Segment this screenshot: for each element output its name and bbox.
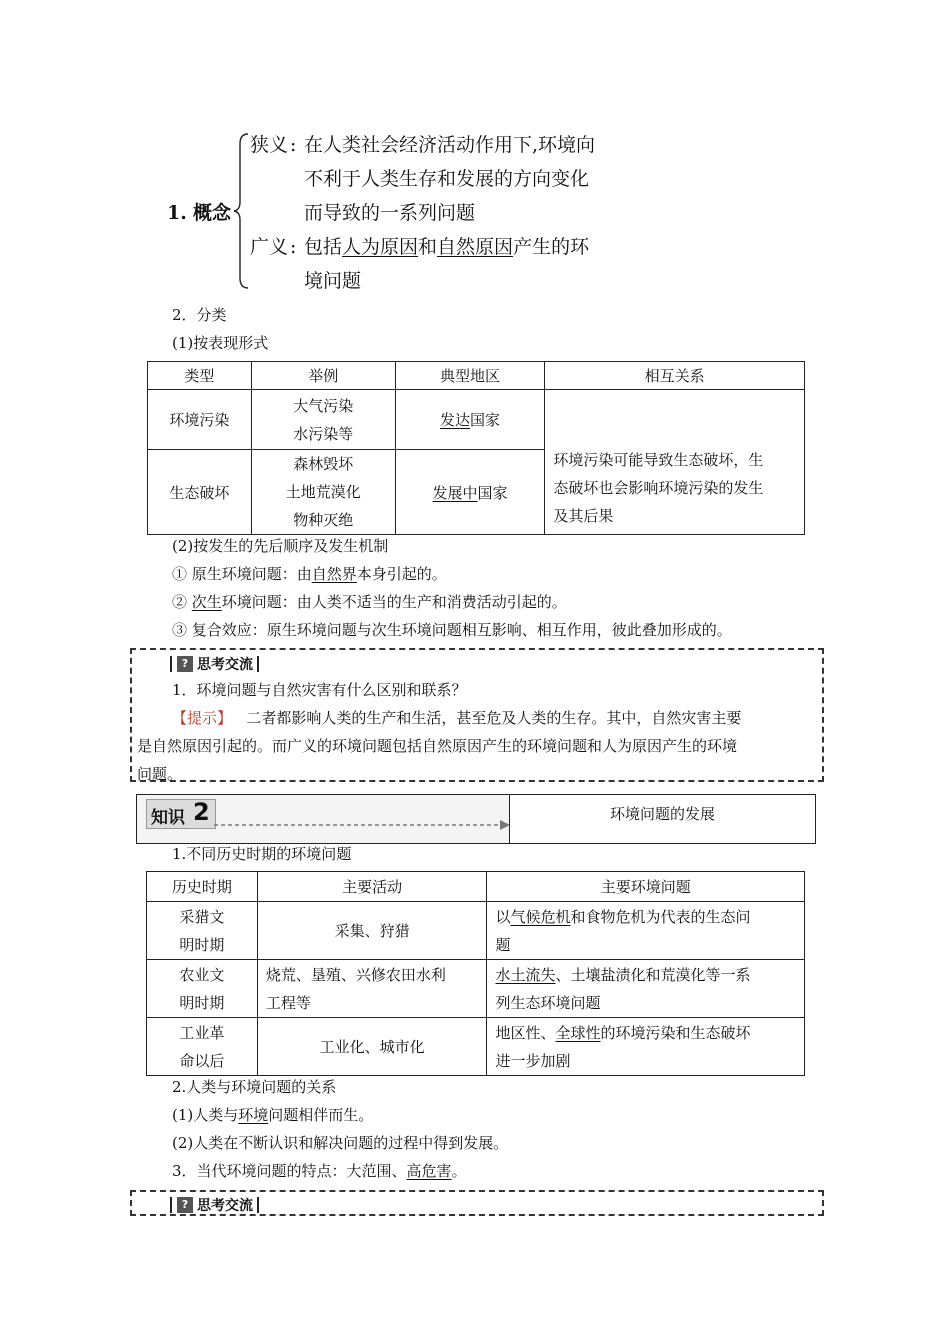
table-header: 举例 — [251, 362, 395, 390]
colon: : — [290, 134, 297, 156]
example-cell: 大气污染 水污染等 — [251, 390, 395, 450]
table-header: 相互关系 — [545, 362, 805, 390]
history-table — [146, 871, 805, 1076]
classify-heading: 2．分类 — [172, 306, 227, 324]
classify-item-1: ① 原生环境问题：由自然界本身引起的。 — [172, 565, 447, 583]
history-heading: 1.不同历史时期的环境问题 — [172, 845, 352, 863]
activity-cell: 烧荒、垦殖、兴修农田水利 工程等 — [257, 960, 487, 1018]
type-cell: 生态破坏 — [148, 450, 252, 535]
broad-line-2: 境问题 — [304, 270, 362, 292]
classify-sub1: (1)按表现形式 — [172, 334, 269, 352]
think-title-2: ? 思考交流 — [170, 1195, 260, 1215]
example-cell: 森林毁坏 土地荒漠化 物种灭绝 — [251, 450, 395, 535]
think1-answer-2: 是自然原因引起的。而广义的环境问题包括自然原因产生的环境问题和人为原因产生的环境 — [137, 737, 738, 755]
period-cell: 农业文 明时期 — [147, 960, 258, 1018]
narrow-line-1: 在人类社会经济活动作用下,环境向 — [304, 134, 596, 156]
dashed-arrow — [214, 818, 512, 832]
concept-brace — [232, 132, 252, 290]
table-header: 主要环境问题 — [487, 872, 805, 902]
problem-cell: 水土流失、土壤盐渍化和荒漠化等一系 列生态环境问题 — [487, 960, 805, 1018]
problem-cell: 地区性、全球性的环境污染和生态破坏 进一步加剧 — [487, 1018, 805, 1076]
table-header: 典型地区 — [395, 362, 545, 390]
activity-cell: 工业化、城市化 — [257, 1018, 487, 1076]
table-header: 类型 — [148, 362, 252, 390]
classify-item-2: ② 次生环境问题：由人类不适当的生产和消费活动引起的。 — [172, 593, 567, 611]
question-icon: ? — [177, 1197, 193, 1213]
concept-number: 1. — [167, 202, 187, 224]
relation-heading: 2.人类与环境问题的关系 — [172, 1078, 337, 1096]
relation-line-2: (2)人类在不断认识和解决问题的过程中得到发展。 — [172, 1134, 509, 1152]
region-cell: 发展中国家 — [395, 450, 545, 535]
narrow-line-2: 不利于人类生存和发展的方向变化 — [304, 168, 590, 190]
knowledge2-badge: 知识 2 — [146, 799, 216, 829]
region-cell: 发达国家 — [395, 390, 545, 450]
type-cell: 环境污染 — [148, 390, 252, 450]
period-cell: 工业革 命以后 — [147, 1018, 258, 1076]
think1-question: 1．环境问题与自然灾害有什么区别和联系？ — [172, 681, 467, 699]
classification-table — [147, 361, 805, 535]
relation-line-1: (1)人类与环境问题相伴而生。 — [172, 1106, 374, 1124]
think1-answer-3: 问题。 — [137, 765, 183, 783]
question-icon: ? — [177, 656, 193, 672]
table-header: 历史时期 — [147, 872, 258, 902]
relation-line-3: 3．当代环境问题的特点：大范围、高危害。 — [172, 1162, 467, 1180]
classify-item-3: ③ 复合效应：原生环境问题与次生环境问题相互影响、相互作用，彼此叠加形成的。 — [172, 621, 732, 639]
hint-label: 【提示】 — [172, 709, 233, 727]
problem-cell: 以气候危机和食物危机为代表的生态问 题 — [487, 902, 805, 960]
think1-answer-1: 【提示】 二者都影响人类的生产和生活，甚至危及人类的生存。其中，自然灾害主要 — [172, 709, 742, 727]
narrow-line-3: 而导致的一系列问题 — [304, 202, 476, 224]
colon: : — [290, 236, 297, 258]
period-cell: 采猎文 明时期 — [147, 902, 258, 960]
broad-line-1: 包括人为原因和自然原因产生的环 — [304, 236, 590, 258]
think-title-1: ? 思考交流 — [170, 654, 260, 674]
relation-cell: 环境污染可能导致生态破坏，生 态破坏也会影响环境污染的发生 及其后果 — [545, 390, 805, 535]
narrow-label: 狭义 — [250, 134, 289, 156]
concept-label: 概念 — [193, 202, 232, 224]
classify-sub2: (2)按发生的先后顺序及发生机制 — [172, 537, 389, 555]
knowledge2-title: 环境问题的发展 — [609, 805, 715, 823]
broad-label: 广义 — [250, 236, 289, 258]
table-header: 主要活动 — [257, 872, 487, 902]
activity-cell: 采集、狩猎 — [257, 902, 487, 960]
